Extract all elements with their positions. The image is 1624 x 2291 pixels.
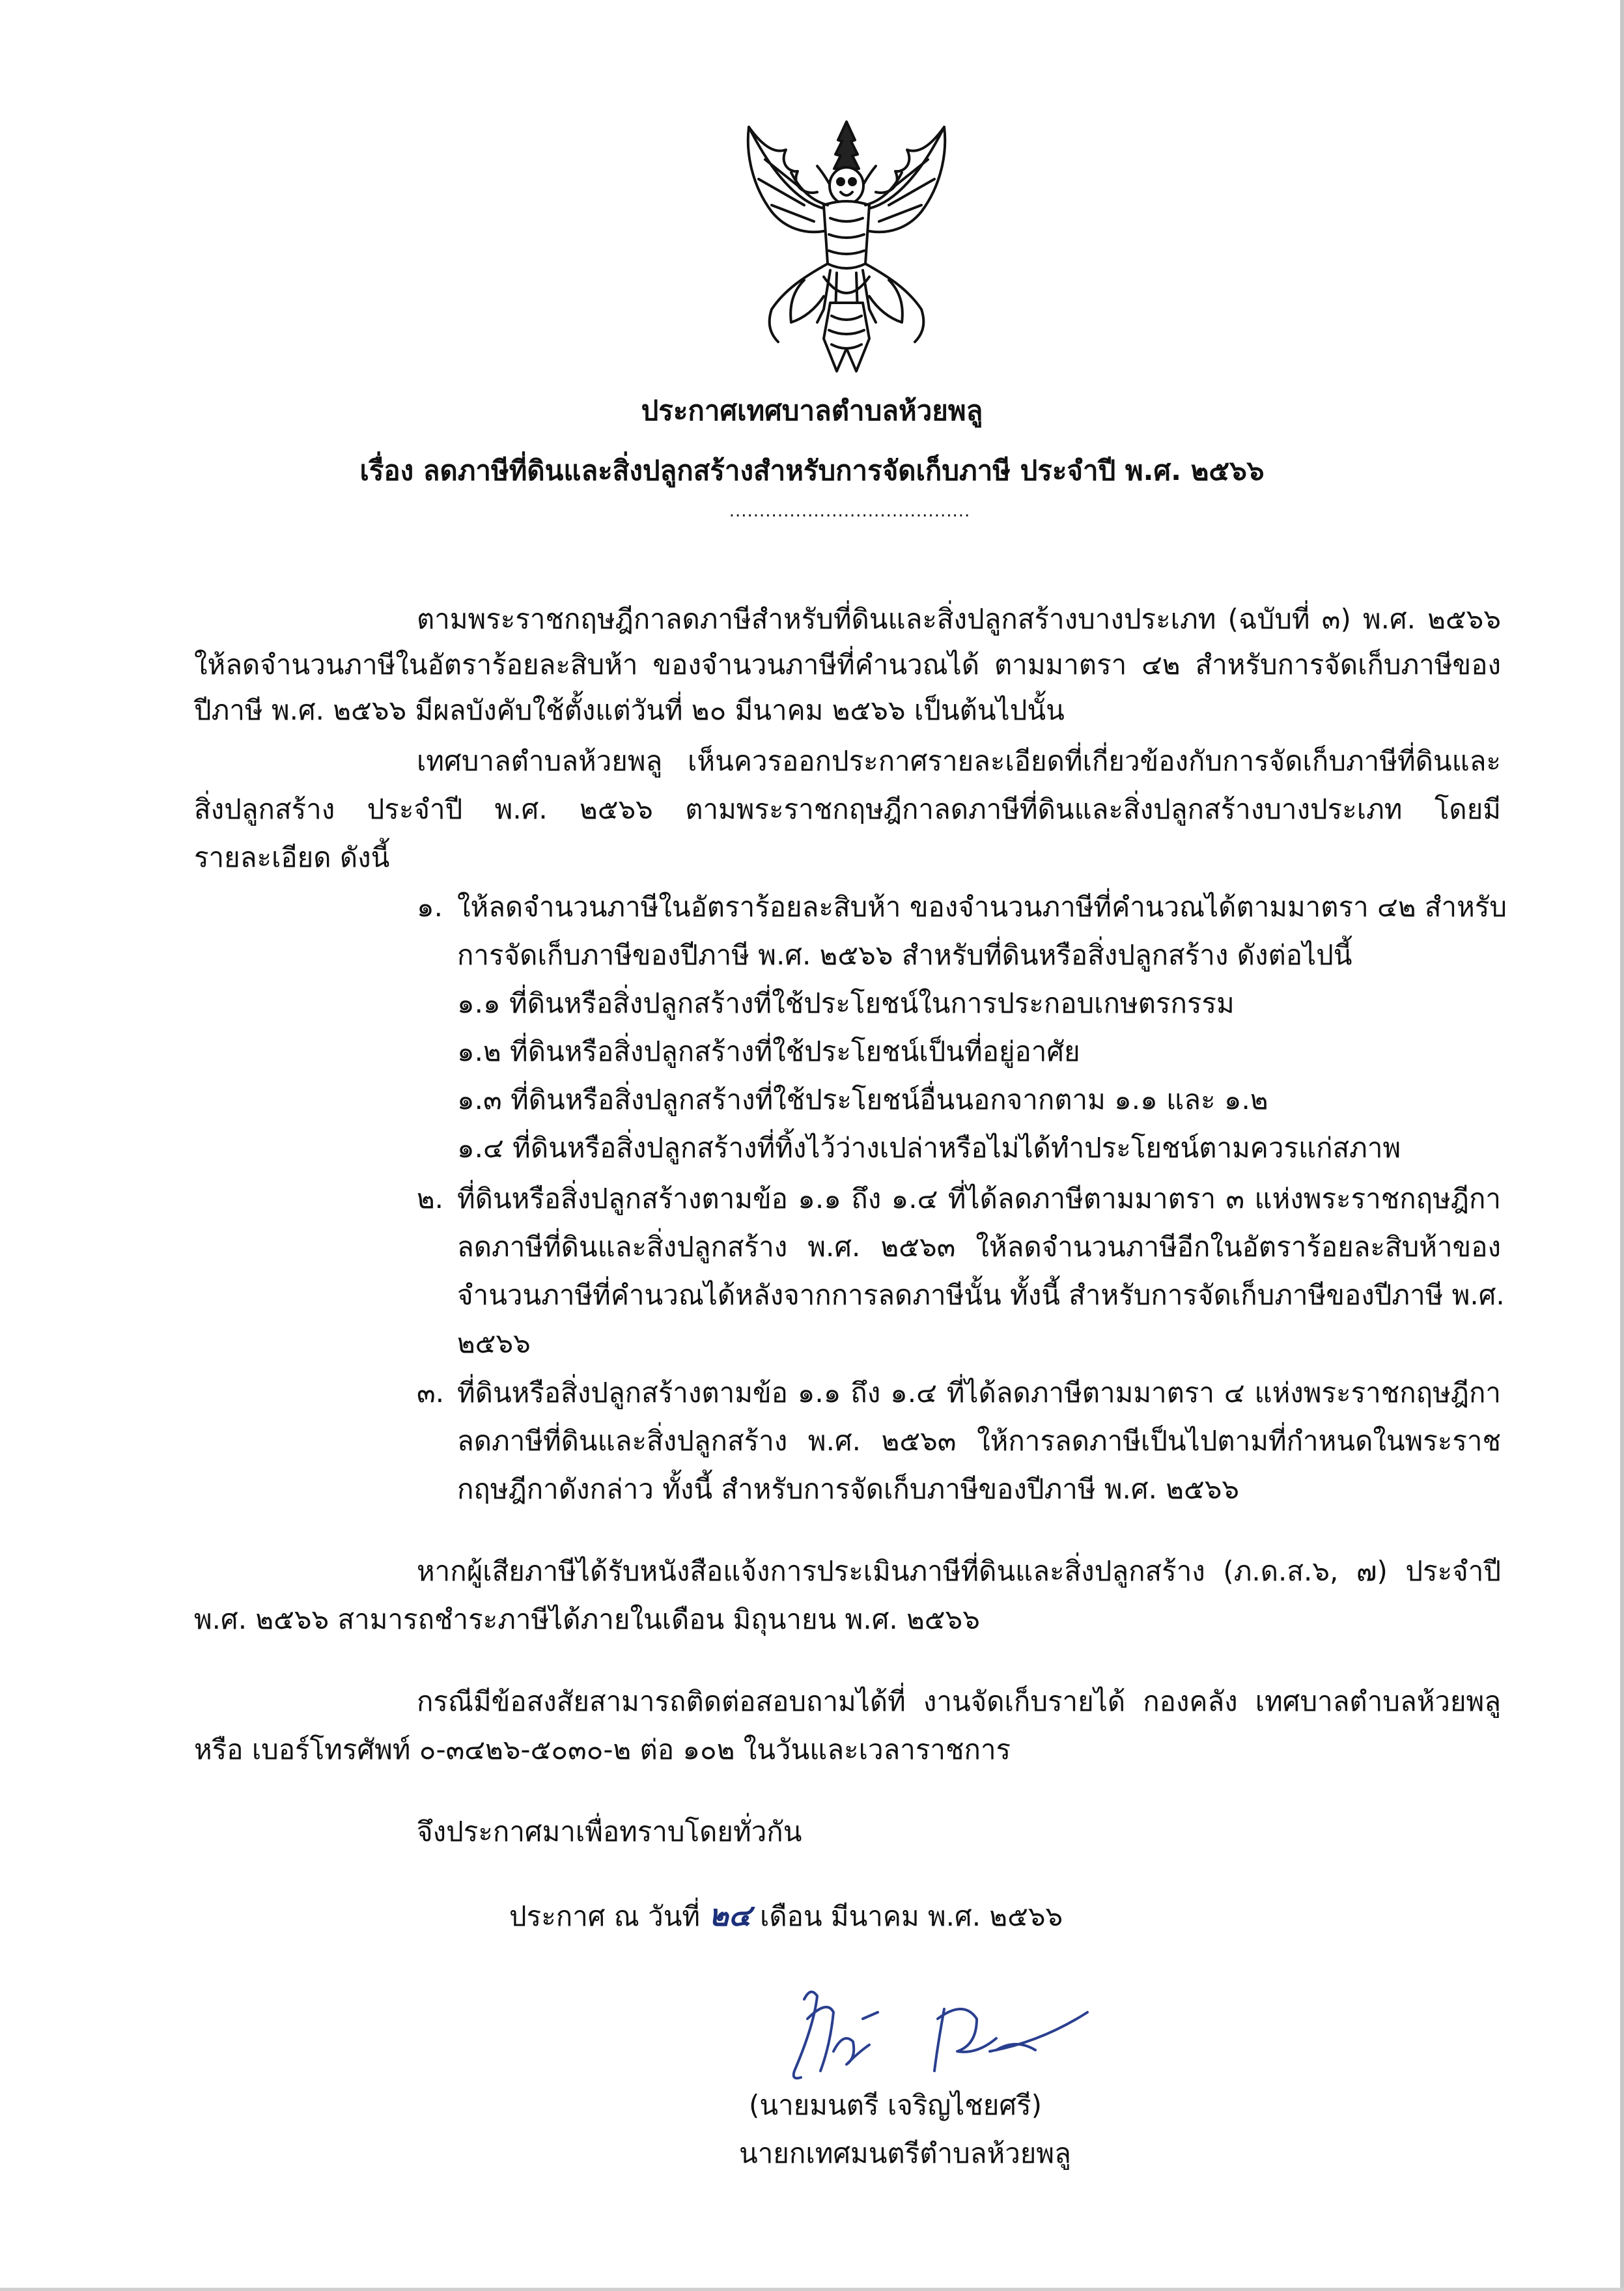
scan-edge-bottom	[0, 2288, 1624, 2291]
announcement-subject: เรื่อง ลดภาษีที่ดินและสิ่งปลูกสร้างสำหรับการจัดเก็บภาษี ประจำปี พ.ศ. ๒๕๖๖	[359, 455, 1265, 486]
para1-line-2: ให้ลดจำนวนภาษีในอัตราร้อยละสิบห้า ของจำนวนภาษีที่คำนวณได้ ตามมาตรา ๔๒ สำหรับการจัดเก็บภาษีของ	[194, 649, 1501, 681]
date-day: ๒๔	[708, 1898, 751, 1933]
scan-edge-right	[1620, 0, 1624, 2291]
signatory-name: (นายมนตรี เจริญไชยศรี)	[749, 2089, 1043, 2121]
item-1-number: ๑.	[417, 891, 443, 923]
announcement-title: ประกาศเทศบาลตำบลห้วยพลู	[641, 395, 983, 427]
item-2-number: ๒.	[417, 1183, 444, 1215]
handwritten-signature	[781, 1973, 1107, 2097]
item-3-line-2: ลดภาษีที่ดินและสิ่งปลูกสร้าง พ.ศ. ๒๕๖๓ ให้การลดภาษีเป็นไปตามที่กำหนดในพระราช	[457, 1425, 1501, 1457]
date-line	[509, 1898, 1063, 1933]
item-1-line-1: ให้ลดจำนวนภาษีในอัตราร้อยละสิบห้า ของจำนวนภาษีที่คำนวณได้ตามมาตรา ๔๒ สำหรับ	[457, 891, 1507, 923]
item-2-line-2: ลดภาษีที่ดินและสิ่งปลูกสร้าง พ.ศ. ๒๕๖๓ ให้ลดจำนวนภาษีอีกในอัตราร้อยละสิบห้าของ	[457, 1231, 1501, 1263]
title-separator: ........................................	[729, 501, 971, 521]
date-prefix: ประกาศ ณ วันที่	[509, 1900, 701, 1932]
para1-line-1: ตามพระราชกฤษฎีกาลดภาษีสำหรับที่ดินและสิ่งปลูกสร้างบางประเภท (ฉบับที่ ๓) พ.ศ. ๒๕๖๖	[417, 603, 1501, 635]
subitem-1-3: ๑.๓ ที่ดินหรือสิ่งปลูกสร้างที่ใช้ประโยชน์อื่นนอกจากตาม ๑.๑ และ ๑.๒	[457, 1084, 1268, 1116]
item-2-line-4: ๒๕๖๖	[457, 1327, 531, 1359]
item-2-line-1: ที่ดินหรือสิ่งปลูกสร้างตามข้อ ๑.๑ ถึง ๑.๔ ที่ได้ลดภาษีตามมาตรา ๓ แห่งพระราชกฤษฎีกา	[457, 1183, 1501, 1215]
closing-statement: จึงประกาศมาเพื่อทราบโดยทั่วกัน	[417, 1816, 802, 1848]
garuda-emblem-icon	[726, 114, 967, 374]
para2-line-2: สิ่งปลูกสร้าง ประจำปี พ.ศ. ๒๕๖๖ ตามพระราชกฤษฎีกาลดภาษีที่ดินและสิ่งปลูกสร้างบางประเภท โดยมี	[194, 793, 1501, 825]
subitem-1-2: ๑.๒ ที่ดินหรือสิ่งปลูกสร้างที่ใช้ประโยชน์เป็นที่อยู่อาศัย	[457, 1035, 1080, 1067]
para3-line-2: พ.ศ. ๒๕๖๖ สามารถชำระภาษีได้ภายในเดือน มิถุนายน พ.ศ. ๒๕๖๖	[194, 1603, 980, 1635]
signatory-position: นายกเทศมนตรีตำบลห้วยพลู	[739, 2137, 1071, 2169]
para4-line-2: หรือ เบอร์โทรศัพท์ ๐-๓๔๒๖-๕๐๓๐-๒ ต่อ ๑๐๒ ในวันและเวลาราชการ	[194, 1734, 1011, 1765]
item-3-number: ๓.	[417, 1377, 445, 1409]
item-2-line-3: จำนวนภาษีที่คำนวณได้หลังจากการลดภาษีนั้น ทั้งนี้ สำหรับการจัดเก็บภาษีของปีภาษี พ.ศ.	[457, 1279, 1505, 1311]
para3-line-1: หากผู้เสียภาษีได้รับหนังสือแจ้งการประเมินภาษีที่ดินและสิ่งปลูกสร้าง (ภ.ด.ส.๖, ๗) ประจำปี	[417, 1555, 1501, 1587]
subitem-1-1: ๑.๑ ที่ดินหรือสิ่งปลูกสร้างที่ใช้ประโยชน์ในการประกอบเกษตรกรรม	[457, 987, 1235, 1019]
date-rest: เดือน มีนาคม พ.ศ. ๒๕๖๖	[759, 1900, 1063, 1932]
item-3-line-1: ที่ดินหรือสิ่งปลูกสร้างตามข้อ ๑.๑ ถึง ๑.๔ ที่ได้ลดภาษีตามมาตรา ๔ แห่งพระราชกฤษฎีกา	[457, 1377, 1501, 1409]
item-1-line-2: การจัดเก็บภาษีของปีภาษี พ.ศ. ๒๕๖๖ สำหรับที่ดินหรือสิ่งปลูกสร้าง ดังต่อไปนี้	[457, 939, 1352, 971]
para1-line-3: ปีภาษี พ.ศ. ๒๕๖๖ มีผลบังคับใช้ตั้งแต่วันที่ ๒๐ มีนาคม ๒๕๖๖ เป็นต้นไปนั้น	[194, 694, 1065, 726]
para2-line-1: เทศบาลตำบลห้วยพลู เห็นควรออกประกาศรายละเอียดที่เกี่ยวข้องกับการจัดเก็บภาษีที่ดินและ	[417, 745, 1501, 777]
para4-line-1: กรณีมีข้อสงสัยสามารถติดต่อสอบถามได้ที่ งานจัดเก็บรายได้ กองคลัง เทศบาลตำบลห้วยพลู	[417, 1685, 1501, 1717]
para2-line-3: รายละเอียด ดังนี้	[194, 841, 390, 873]
subitem-1-4: ๑.๔ ที่ดินหรือสิ่งปลูกสร้างที่ทิ้งไว้ว่างเปล่าหรือไม่ได้ทำประโยชน์ตามควรแก่สภาพ	[457, 1132, 1401, 1164]
item-3-line-3: กฤษฎีกาดังกล่าว ทั้งนี้ สำหรับการจัดเก็บภาษีของปีภาษี พ.ศ. ๒๕๖๖	[457, 1473, 1240, 1505]
